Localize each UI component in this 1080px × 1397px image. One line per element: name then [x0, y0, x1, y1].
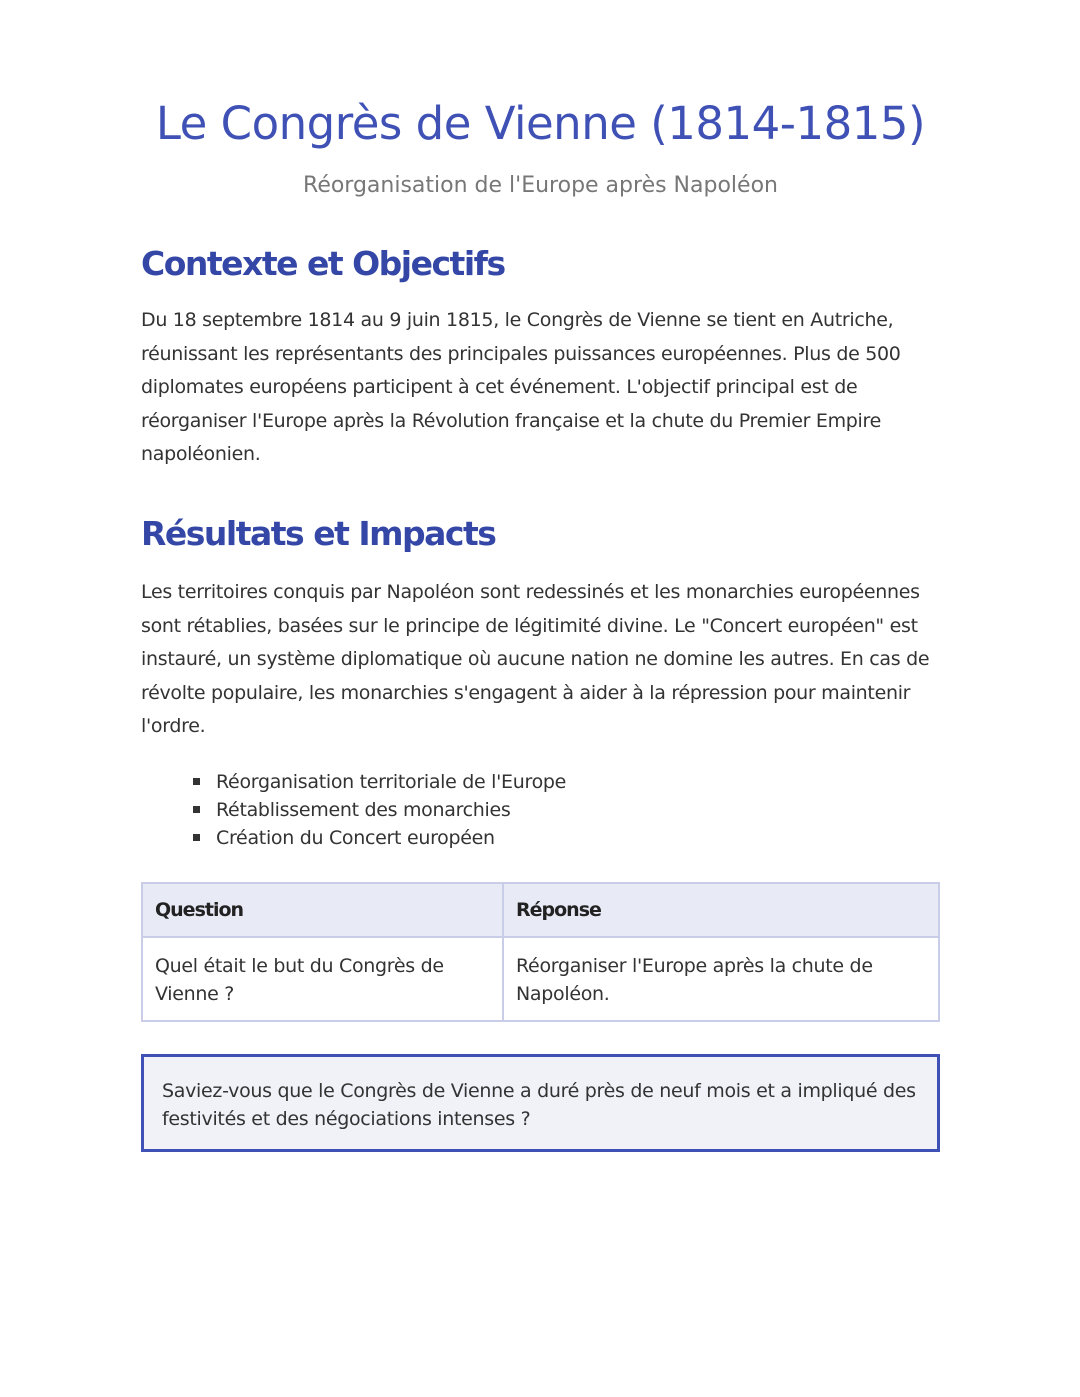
- list-item-text: Réorganisation territoriale de l'Europe: [216, 771, 567, 793]
- list-item-text: Rétablissement des monarchies: [216, 799, 511, 821]
- square-bullet-icon: [193, 834, 200, 841]
- list-item: [193, 796, 933, 824]
- table-cell-question: Quel était le but du Congrès de Vienne ?: [142, 937, 503, 1021]
- table-row: [142, 937, 939, 1021]
- callout-text: Saviez-vous que le Congrès de Vienne a duré près de neuf mois et a impliqué des festivités et des négociations intenses ?: [162, 1080, 916, 1130]
- square-bullet-icon: [193, 806, 200, 813]
- table-header-row: [142, 883, 939, 937]
- section-paragraph-context: Du 18 septembre 1814 au 9 juin 1815, le Congrès de Vienne se tient en Autriche, réunissant les représentants des principales puissances européennes. Plus de 500 diplomates européens participent à cet événement. L'objectif principal est de réorganiser l'Europe après la Révolution française et la chute du Premier Empire napoléonien.: [141, 309, 901, 466]
- column-header-question: Question: [142, 883, 503, 937]
- list-item: [193, 768, 933, 796]
- fun-fact-callout: [141, 1054, 940, 1152]
- section-heading-results: Résultats et Impacts: [141, 514, 496, 553]
- table-cell-answer: Réorganiser l'Europe après la chute de Napoléon.: [503, 937, 939, 1021]
- page-subtitle: Réorganisation de l'Europe après Napoléon: [303, 173, 778, 198]
- square-bullet-icon: [193, 778, 200, 785]
- results-bullet-list: [193, 768, 933, 852]
- column-header-answer: Réponse: [503, 883, 939, 937]
- page-title: Le Congrès de Vienne (1814-1815): [155, 97, 926, 150]
- list-item: [193, 824, 933, 852]
- section-paragraph-results: Les territoires conquis par Napoléon sont redessinés et les monarchies européennes sont rétablies, basées sur le principe de légitimité divine. Le "Concert européen" est instauré, un système diplomatique où aucune nation ne domine les autres. En cas de révolte populaire, les monarchies s'engagent à aider à la répression pour maintenir l'ordre.: [141, 581, 930, 738]
- section-heading-context: Contexte et Objectifs: [141, 244, 505, 283]
- question-answer-table: [141, 882, 940, 1022]
- list-item-text: Création du Concert européen: [216, 827, 495, 849]
